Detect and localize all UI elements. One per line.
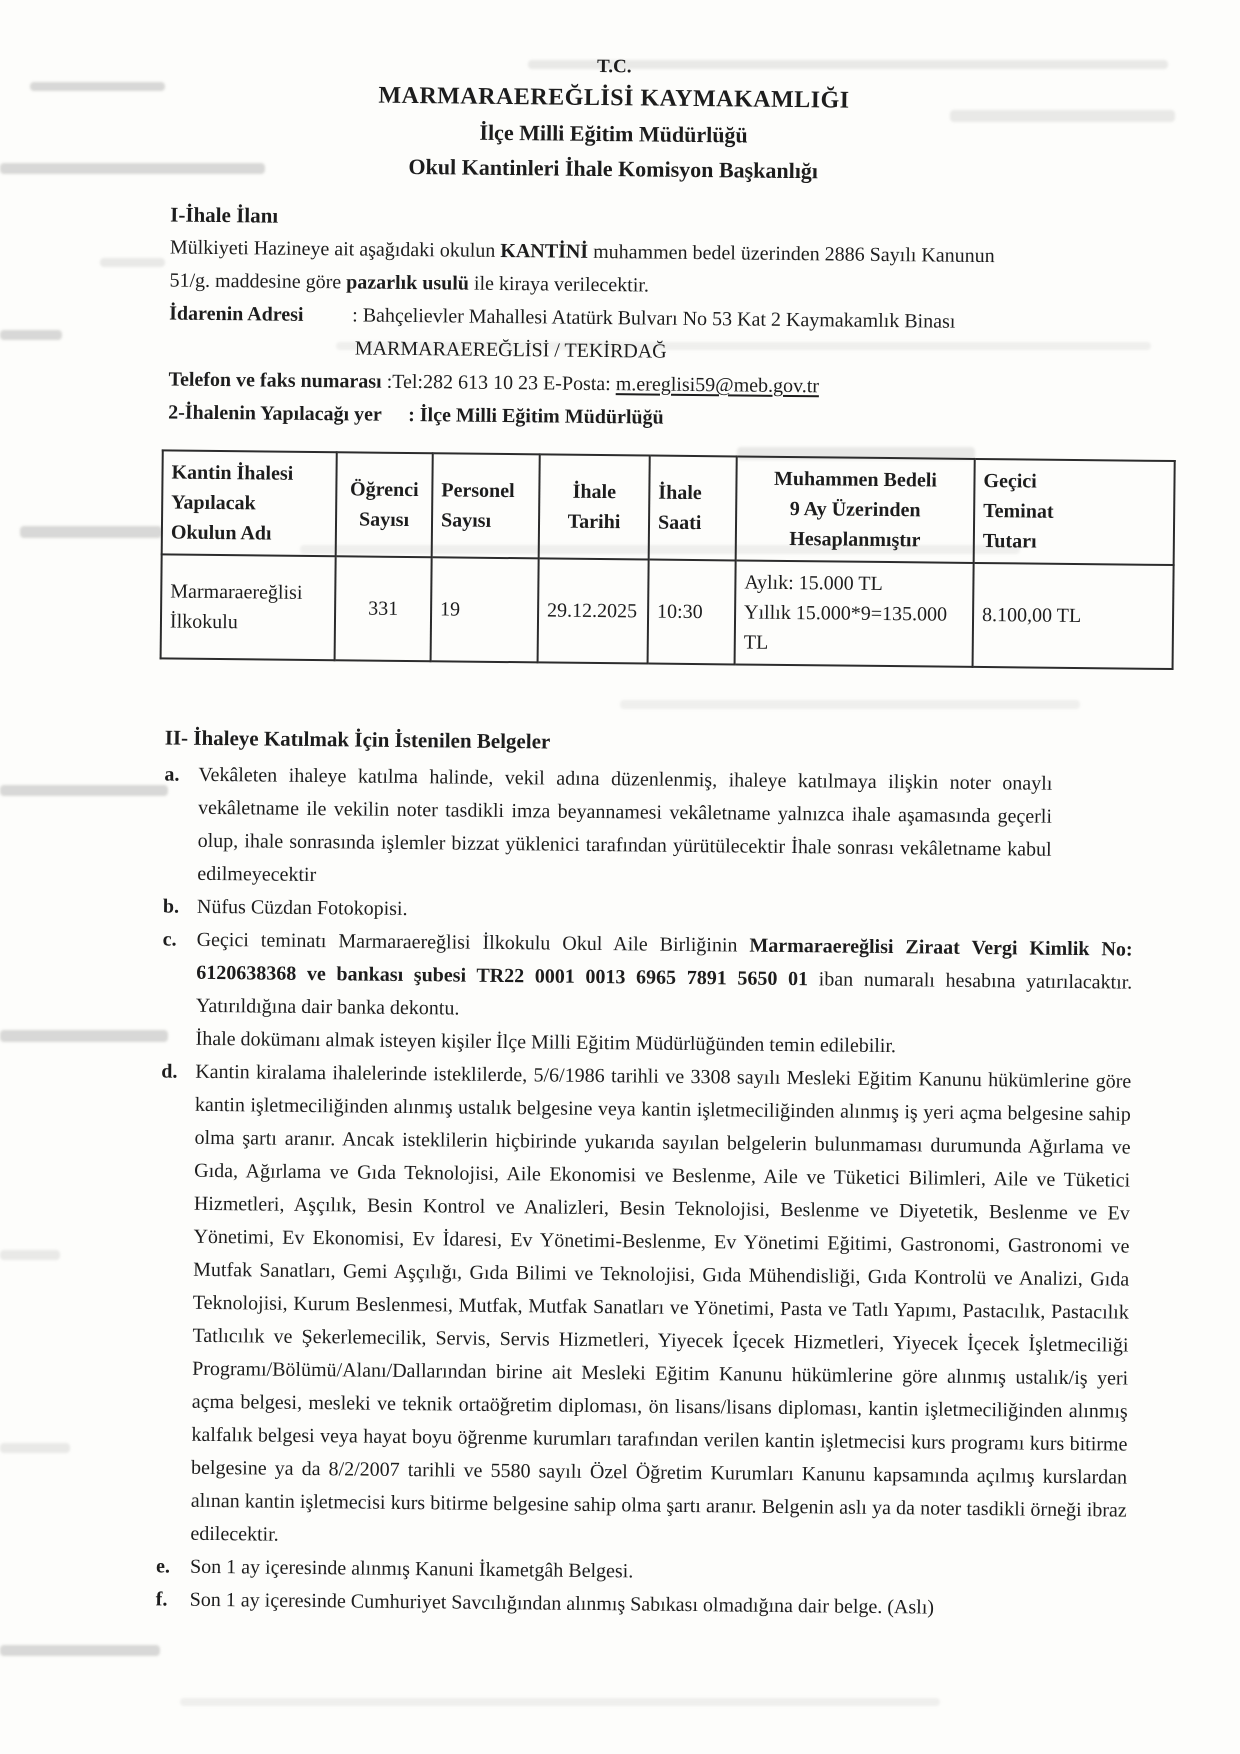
- scan-artifact: [30, 82, 165, 91]
- item-text: Son 1 ay içeresinde alınmış Kanuni İkametgâh Belgesi.: [189, 1555, 634, 1583]
- letterhead-directorate: İlçe Milli Eğitim Müdürlüğü: [479, 119, 748, 148]
- list-item-d: [156, 1055, 1151, 1560]
- scan-artifact: [180, 1698, 940, 1706]
- scan-artifact: [0, 785, 168, 796]
- scan-artifact: [0, 330, 62, 340]
- item-letter: d.: [161, 1060, 178, 1083]
- scan-artifact: [0, 1030, 168, 1042]
- letterhead: [171, 50, 1057, 192]
- col-header-date: İhale Tarihi: [539, 454, 650, 559]
- cell-date: 29.12.2025: [538, 558, 649, 663]
- scan-artifact: [20, 526, 162, 538]
- address-line: [169, 297, 1160, 373]
- scan-artifact: [100, 258, 165, 267]
- table-header-row: [162, 450, 1175, 565]
- col-header-students: Öğrenci Sayısı: [336, 452, 433, 557]
- scan-artifact: [0, 1443, 70, 1453]
- address-label: İdarenin Adresi: [169, 302, 304, 326]
- place-value: : İlçe Milli Eğitim Müdürlüğü: [408, 404, 664, 429]
- item-letter: e.: [155, 1555, 171, 1578]
- item-c-pre: Geçici teminatı Marmaraereğlisi İlkokulu Okul Aile Birliğinin: [196, 928, 750, 957]
- scan-artifact: [0, 1250, 60, 1260]
- address-colon: :: [347, 304, 363, 327]
- cell-school: Marmaraereğlisi İlkokulu: [161, 554, 336, 660]
- col-header-deposit: Geçici Teminat Tutarı: [974, 459, 1175, 565]
- item-c-bank-info: Marmaraereğlisi Ziraat Vergi Kimlik No: 6120638368 ve bankası şubesi TR22 0001 0013 6965 7891 5650 01: [196, 934, 1133, 991]
- scan-artifact: [0, 1645, 160, 1656]
- letterhead-authority: MARMARAEREĞLİSİ KAYMAKAMLIĞI: [378, 82, 850, 114]
- cell-time: 10:30: [648, 560, 736, 665]
- tender-intro-paragraph: [169, 231, 1032, 306]
- item-text: Kantin kiralama ihalelerinde isteklilerde, 5/6/1986 tarihli ve 3308 sayılı Mesleki Eğitim Kanunu hükümlerine göre kantin işletmeciliğinden alınmış ustalık belgesine veya kantin işletmeciliğinden alınmış iş yeri açma belgesine sahip olma şartı aranır. Ancak isteklilerin hiçbirinde yukarıda sayılan belgelerin bulunmaması durumunda Ağırlama ve Gıda, Ağırlama ve Gıda Teknolojisi, Aile Ekonomisi ve Beslenme, Aile ve Tüketici Bilimleri, Aile ve Tüketici Hizmetleri, Aşçılık, Besin Kontrol ve Analizleri, Besin Teknolojisi, Beslenme ve Diyetetik, Beslenme ve Ev Yönetimi, Ev Ekonomisi, Ev İdaresi, Ev Yönetimi-Beslenme, Ev Yönetimi Eğitimi, Gastronomi, Gastronomi ve Mutfak Sanatları, Gemi Aşçılığı, Gıda Bilimi ve Teknolojisi, Gıda Mühendisliği, Gıda Kontrolü ve Analizi, Gıda Teknolojisi, Kurum Beslenmesi, Mutfak, Mutfak Sanatları ve Yönetimi, Pasta ve Tatlı Yapımı, Pastacılık, Pastacılık Tatlıcılık ve Şekerlemecilik, Servis, Servis Hizmetleri, Yiyecek İçecek Hizmetleri, Yiyecek İçecek İşletmeciliği Programı/Bölümü/Alanı/Dallarından birine ait Mesleki Eğitim Kanunu hükümlerine göre alınmış ustalık/iş yeri açma belgesi, mesleki ve teknik ortaöğretim diploması, ön lisans/lisans diploması, kantin işletmeciliğinden alınmış kalfalık belgesi veya hayat boyu öğrenme kurumları tarafından verilen kantin işletmecisi kurs programı kurs bitirme belgesine ya da 8/2/2007 tarihli ve 5580 sayılı Özel Öğretim Kurumları Kanunu kapsamında açılmış kurslardan alınan kantin işletmecisi kurs bitirme belgesine sahip olma şartı aranır. Belgenin aslı ya da noter tasdikli örneği ibraz edilecektir.: [190, 1060, 1132, 1546]
- document-content: [156, 44, 1162, 1627]
- item-text: Nüfus Cüzdan Fotokopisi.: [196, 895, 408, 921]
- item-letter: b.: [162, 895, 180, 918]
- item-letter: a.: [164, 763, 180, 786]
- intro-text: muhammen bedel üzerinden 2886 Sayılı Kanunun 51/g. maddesine göre: [169, 240, 995, 294]
- cell-deposit: 8.100,00 TL: [973, 563, 1174, 669]
- list-item-a: [163, 758, 1154, 900]
- intro-pazarlik: pazarlık usulü: [346, 271, 470, 295]
- col-header-time: İhale Saati: [649, 456, 737, 561]
- item-c-note: İhale dokümanı almak isteyen kişiler İlçe Milli Eğitim Müdürlüğünden temin edilebilir.: [195, 1027, 897, 1058]
- phone-value: :Tel:282 613 10 23 E-Posta:: [381, 370, 616, 396]
- address-value: Bahçelievler Mahallesi Atatürk Bulvarı No 53 Kat 2 Kaymakamlık Binası: [362, 304, 956, 333]
- intro-text: Mülkiyeti Hazineye ait aşağıdaki okulun: [169, 236, 501, 262]
- cell-staff: 19: [431, 557, 539, 662]
- item-letter: c.: [162, 928, 177, 951]
- col-header-school: Kantin İhalesi Yapılacak Okulun Adı: [162, 450, 337, 556]
- tender-table: [160, 449, 1176, 670]
- intro-kantini: KANTİNİ: [500, 239, 589, 263]
- item-text: Vekâleten ihaleye katılma halinde, vekil adına düzenlenmiş, ihaleye katılmaya ilişkin noter onaylı vekâletname ile vekilin noter tasdikli imza beyannamesi vekâletname yalnızca ihale aşamasında geçerli olup, ihale sonrasında işlemler bizzat yüklenici tarafından yürütülecektir İhale sonrası vekâletname kabul edilmeyecektir: [197, 763, 1053, 887]
- col-header-staff: Personel Sayısı: [432, 453, 540, 558]
- table-data-row: [161, 554, 1174, 669]
- email-text: m.ereglisi59@meb.gov.tr: [615, 373, 820, 398]
- item-letter: f.: [155, 1588, 168, 1611]
- cell-students: 331: [335, 556, 432, 661]
- letterhead-tc: T.C.: [596, 55, 632, 78]
- intro-text: ile kiraya verilecektir.: [468, 272, 650, 297]
- col-header-estimate: Muhammen Bedeli 9 Ay Üzerinden Hesaplanmıştır: [736, 456, 975, 562]
- letterhead-commission: Okul Kantinleri İhale Komisyon Başkanlığı: [408, 153, 819, 184]
- item-text: Son 1 ay içeresinde Cumhuriyet Savcılığından alınmış Sabıkası olmadığına dair belge. (Aslı): [189, 1588, 935, 1619]
- list-item-c: [161, 923, 1152, 1065]
- item-c-post: iban numaralı hesabına yatırılacaktır. Yatırıldığına dair banka dekontu.: [195, 968, 1133, 1020]
- item-text: [195, 924, 1132, 1066]
- section1-title: I-İhale İlanı: [170, 202, 279, 228]
- address-city: MARMARAEREĞLİSİ / TEKİRDAĞ: [354, 337, 667, 363]
- section2-title: II- İhaleye Katılmak İçin İstenilen Belgeler: [164, 725, 551, 754]
- place-label: 2-İhalenin Yapılacağı yer: [168, 401, 382, 426]
- phone-label: Telefon ve faks numarası: [168, 368, 382, 393]
- cell-estimate: Aylık: 15.000 TL Yıllık 15.000*9=135.000 TL: [735, 560, 974, 666]
